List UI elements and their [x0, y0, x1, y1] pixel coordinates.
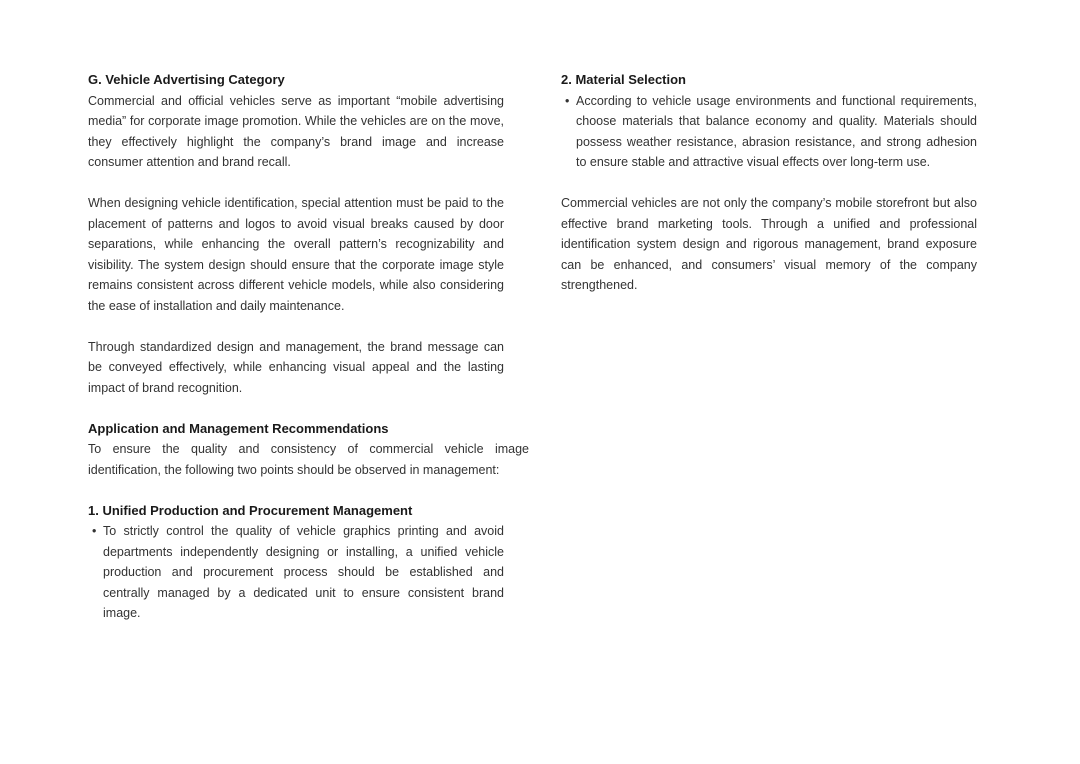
right-column	[561, 70, 977, 296]
section-g-paragraph-1: Commercial and official vehicles serve as important “mobile advertising media” for corporate image promotion. While the vehicles are on the move, they effectively highlight the company’s brand image and increase consumer attention and brand recall.	[88, 93, 504, 169]
point-2-title: 2. Material Selection	[561, 72, 686, 87]
spacer	[88, 173, 504, 194]
section-g-paragraph-3: Through standardized design and management, the brand message can be conveyed effectively, while enhancing visual appeal and the lasting impact of brand recognition.	[88, 339, 504, 395]
spacer	[88, 480, 504, 501]
application-paragraph: To ensure the quality and consistency of commercial vehicle image identification, the following two points should be observed in management:	[88, 442, 529, 477]
point-2-bullet	[561, 91, 977, 173]
spacer	[88, 398, 504, 419]
point-1-title: 1. Unified Production and Procurement Management	[88, 502, 413, 518]
bullet-icon: •	[565, 93, 570, 108]
point-2-bullet-text: According to vehicle usage environments and functional requirements, choose materials that balance economy and quality. Materials should possess weather resistance, abrasion resistance, and strong adhesion to ensure stable and attractive visual effects over long-term use.	[576, 93, 977, 169]
section-g-title: G. Vehicle Advertising Category	[88, 72, 285, 87]
spacer	[561, 173, 977, 194]
application-title: Application and Management Recommendations	[88, 420, 389, 436]
bullet-icon: •	[92, 524, 97, 538]
left-column	[88, 70, 529, 624]
conclusion-paragraph: Commercial vehicles are not only the company’s mobile storefront but also effective brand marketing tools. Through a unified and professional identification system design and rigorous management, brand exposure can be enhanced, and consumers’ visual memory of the company strengthened.	[561, 196, 977, 292]
point-1-bullet	[88, 521, 504, 624]
point-1-bullet-text: To strictly control the quality of vehicle graphics printing and avoid departments independently designing or installing, a unified vehicle production and procurement process should be established and centrally managed by a dedicated unit to ensure consistent brand image.	[103, 524, 504, 620]
spacer	[88, 316, 504, 337]
section-g-paragraph-2: When designing vehicle identification, special attention must be paid to the placement of patterns and logos to avoid visual breaks caused by door separations, while enhancing the overall pattern’s recognizability and visibility. The system design should ensure that the corporate image style remains consistent across different vehicle models, while also considering the ease of installation and daily maintenance.	[88, 196, 504, 313]
